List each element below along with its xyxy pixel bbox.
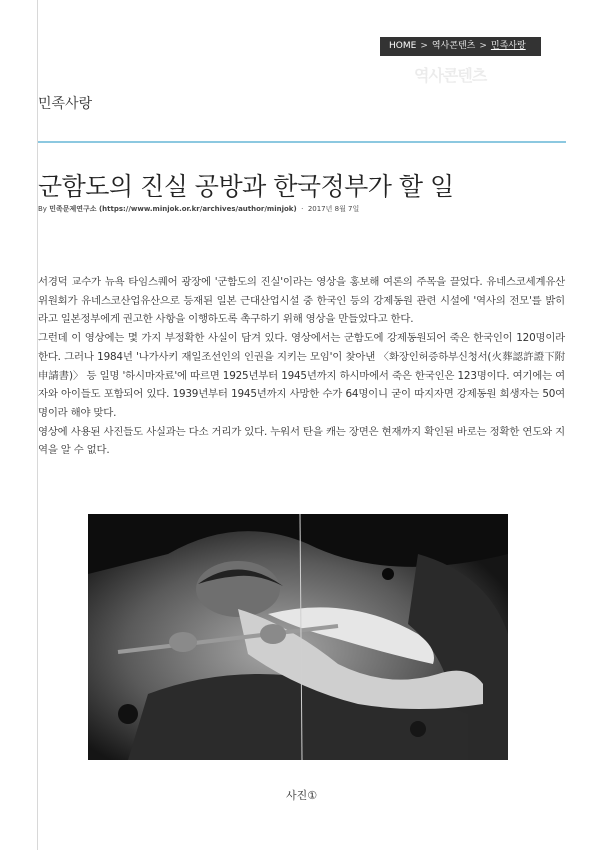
header-divider [38, 141, 566, 143]
breadcrumb [380, 37, 541, 56]
meta-prefix: By [38, 205, 47, 213]
breadcrumb-home[interactable]: HOME [389, 41, 417, 51]
breadcrumb-section[interactable]: 역사콘텐츠 [431, 41, 476, 51]
article-photo [88, 514, 508, 760]
article-date: 2017년 8월 7일 [307, 205, 360, 213]
breadcrumb-separator: > [479, 41, 487, 51]
paragraph: 영상에 사용된 사진들도 사실과는 다소 거리가 있다. 누워서 탄을 캐는 장면은 현재까지 확인된 바로는 정확한 연도와 지역을 알 수 없다. [38, 425, 565, 457]
miner-photo-illustration [88, 514, 508, 760]
breadcrumb-current[interactable]: 민족사랑 [490, 41, 526, 51]
article-title: 군함도의 진실 공방과 한국정부가 할 일 [38, 172, 454, 201]
photo-caption: 사진① [286, 789, 318, 802]
meta-separator: · [301, 205, 304, 213]
paragraph: 서경덕 교수가 뉴욕 타임스퀘어 광장에 '군함도의 진실'이라는 영상을 홍보해 여론의 주목을 끌었다. 유네스코세계유산위원회가 유네스코산업유산으로 등재된 일본 근대산업시설 중 한국인 등의 강제동원 관련 시설에 '역사의 전모'를 밝히라고 일본정부에게 권고한 사항을 이행하도록 촉구하기 위해 영상을 만들었다고 한다. [38, 276, 565, 326]
category-label: 민족사랑 [38, 96, 93, 112]
article-meta [38, 204, 359, 214]
breadcrumb-separator: > [420, 41, 428, 51]
article-body [38, 273, 565, 460]
paragraph: 그런데 이 영상에는 몇 가지 부정확한 사실이 담겨 있다. 영상에서는 군함도에 강제동원되어 죽은 한국인이 120명이라 한다. 그러나 1984년 '나가사키 재일조선인의 인권을 지키는 모임'이 찾아낸 〈화장인허증하부신청서(火葬認許證下附申請書)〉 등 일명 '하시마자료'에 따르면 1925년부터 1945년까지 하시마에서 죽은 한국인은 123명이다. 여기에는 여자와 아이들도 포함되어 있다. 1939년부터 1945년까지 사망한 수가 64명이니 굳이 따지자면 강제동원 희생자는 50여 명이라 해야 맞다. [38, 332, 565, 419]
author-link[interactable]: 민족문제연구소 (https://www.minjok.or.kr/archives/author/minjok) [49, 205, 297, 213]
section-title-watermark: 역사콘텐츠 [414, 66, 487, 85]
